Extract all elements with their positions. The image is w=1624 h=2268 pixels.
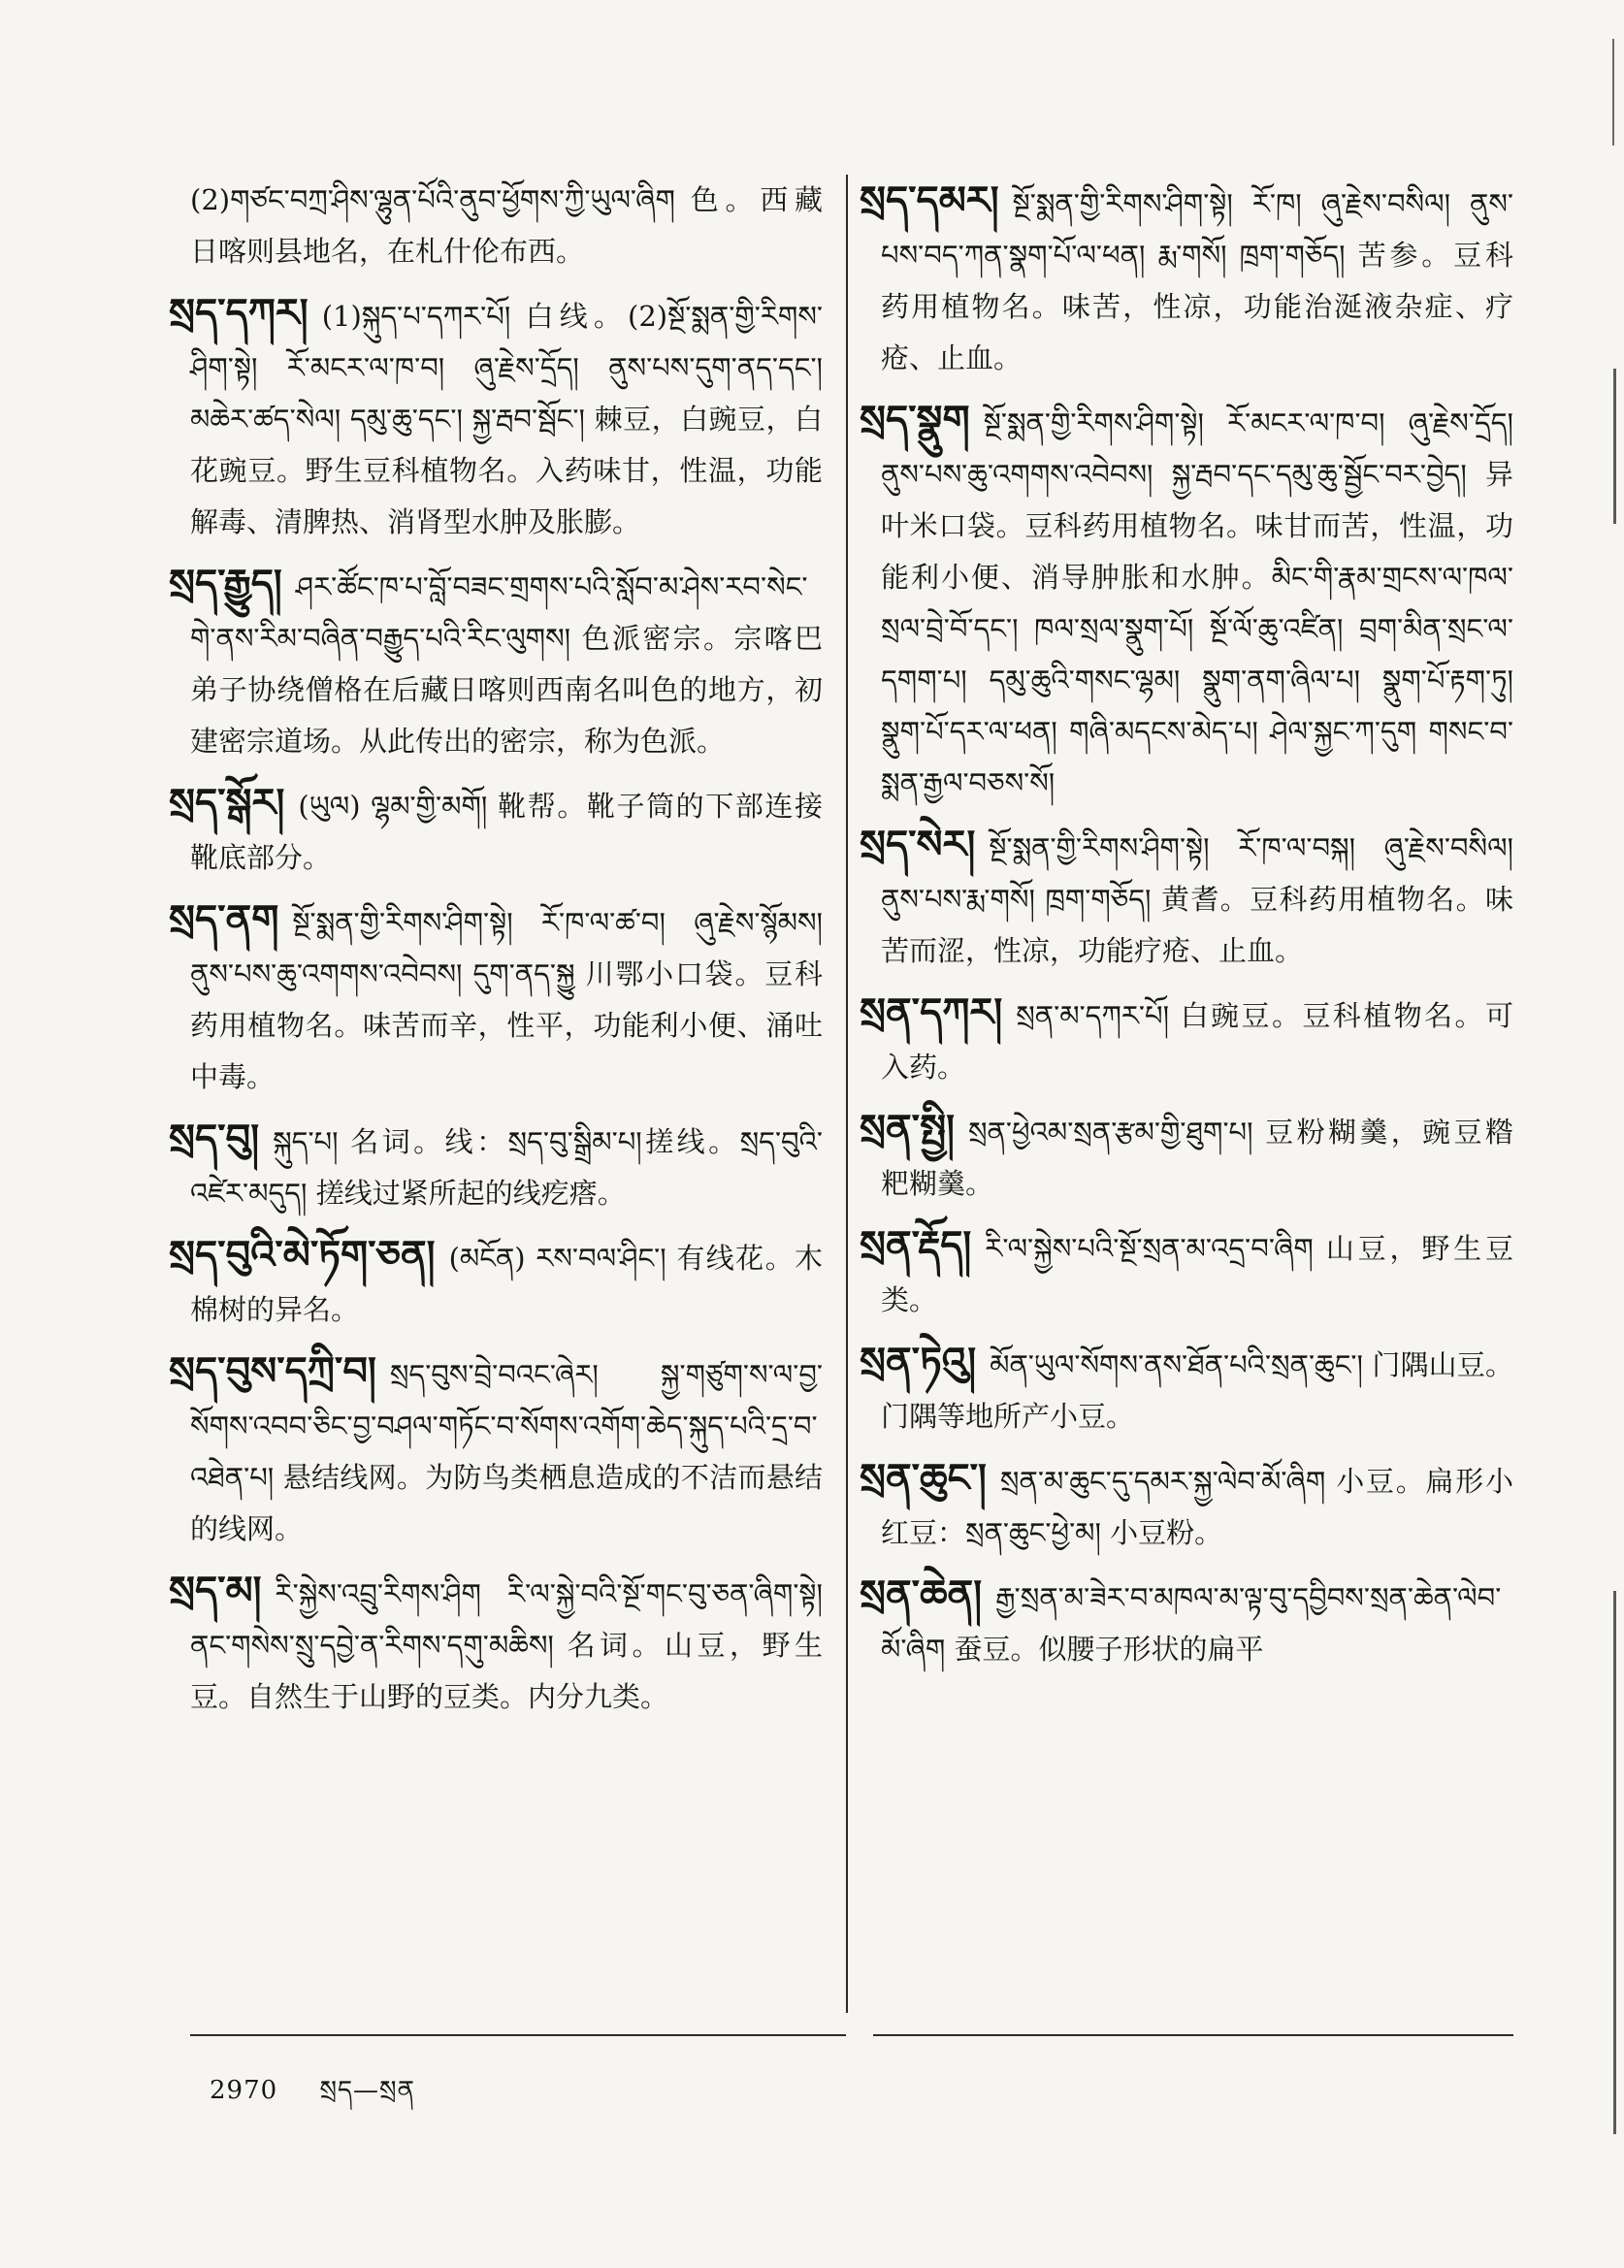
entry-headword: སྲན་ཏེའུ།	[860, 1339, 977, 1384]
entry-headword: སྲན་ཆུང་།	[860, 1455, 987, 1501]
entry-body	[860, 819, 1513, 977]
entry-headword: སྲད་ནག	[169, 896, 279, 942]
entry-headword: སྲད་སྣུག	[860, 397, 970, 442]
page-number: 2970	[210, 2076, 278, 2105]
entry-headword: སྲན་རྡོད།	[860, 1222, 972, 1268]
dictionary-entry	[169, 777, 823, 884]
dictionary-entry	[169, 558, 823, 767]
entry-body	[860, 1569, 1513, 1675]
left-column	[169, 175, 823, 1733]
entry-definition: སྲན་མ་ཆུང་དུ་དམར་སྐྱ་ལེབ་མོ་ཞིག 小豆。扁形小红豆：སྲན་ཆུང་ཕྱེ་མ། 小豆粉。	[881, 1465, 1513, 1549]
scan-edge-mark	[1601, 39, 1614, 146]
dictionary-entry	[169, 1229, 823, 1336]
dictionary-entry	[169, 1345, 823, 1555]
entry-definition: (1)སྐུད་པ་དཀར་པོ། 白线。(2)སྔོ་སྨན་གྱི་རིགས་ཤིག་སྟེ། རོ་མངར་ལ་ཁ་བ། ཞུ་རྗེས་དྲོད། ནུས་པས་དུག་ནད་དང་། མཆེར་ཚད་སེལ། དམུ་ཆུ་དང་། སྐྱ་རྦབ་སྦོང་། 棘豆，白豌豆，白花豌豆。野生豆科植物名。入药味甘，性温，功能解毒、清脾热、消肾型水肿及胀膨。	[190, 300, 823, 538]
entry-definition: སྲད་བུས་བྲེ་བའང་ཞེར། སྐྱ་གཙུག་ས་ལ་བྱ་སོགས་འབབ་ཅིང་བྱ་བཤལ་གཏོང་བ་སོགས་འགོག་ཆེད་སྐུད་པའི་དྲ་བ་འཐེན་པ། 悬结线网。为防鸟类栖息造成的不洁而悬结的线网。	[190, 1358, 823, 1545]
entry-definition: (ཡུལ) ལྷམ་གྱི་མགོ། 靴帮。靴子筒的下部连接靴底部分。	[190, 790, 823, 874]
entry-body	[860, 175, 1513, 384]
entry-headword: སྲད་བུའི་མེ་ཏོག་ཅན།	[169, 1232, 436, 1278]
entry-body	[860, 1336, 1513, 1442]
entry-definition: རི་ལ་སྐྱེས་པའི་སྔོ་སྲན་མ་འདྲ་བ་ཞིག 山豆，野生豆类。	[881, 1232, 1513, 1316]
entry-body	[860, 1219, 1513, 1326]
entry-body	[169, 777, 823, 884]
right-column	[860, 175, 1513, 1685]
entry-headword: སྲད་སེར།	[860, 822, 976, 867]
entry-body	[190, 175, 823, 277]
entry-body	[169, 1565, 823, 1723]
entry-body	[169, 1345, 823, 1555]
entry-headword: སྲད་སྒོར།	[169, 780, 285, 826]
entry-body	[169, 558, 823, 767]
entry-headword: སྲད་དམར།	[860, 178, 999, 223]
guide-words: སྲད—སྲན	[319, 2076, 415, 2105]
entry-body	[860, 1452, 1513, 1559]
footer-rule	[190, 2034, 846, 2036]
dictionary-entry	[860, 819, 1513, 977]
dictionary-entry	[860, 1219, 1513, 1326]
scan-edge-shadow	[1613, 1591, 1616, 2134]
entry-body	[169, 1229, 823, 1336]
dictionary-entry	[860, 175, 1513, 384]
dictionary-entry	[860, 987, 1513, 1093]
entry-headword: སྲན་དཀར།	[860, 989, 1003, 1035]
entry-headword: སྲན་ཆེན།	[860, 1571, 983, 1617]
footer-rule	[873, 2034, 1513, 2036]
column-divider	[846, 175, 848, 2013]
dictionary-entry	[860, 1452, 1513, 1559]
entry-definition: རི་སྐྱེས་འབྲུ་རིགས་ཤིག རི་ལ་སྐྱེ་བའི་སྔོ་གང་བུ་ཅན་ཞིག་སྟེ། ནང་གསེས་སྲུ་དབྱེ་ན་རིགས་དགུ་མཆིས། 名词。山豆，野生豆。自然生于山野的豆类。内分九类。	[190, 1577, 823, 1713]
entry-definition: སྲན་ཕྱེའམ་སྲན་རྩམ་གྱི་ཐུག་པ། 豆粉糊羹，豌豆糌粑糊羹。	[881, 1116, 1513, 1200]
dictionary-entry	[169, 1113, 823, 1219]
entry-headword: སྲད་མ།	[169, 1568, 262, 1613]
dictionary-entry	[860, 394, 1513, 809]
entry-body	[860, 394, 1513, 809]
dictionary-entry	[860, 1103, 1513, 1210]
page-footer	[210, 2062, 415, 2133]
dictionary-entry	[169, 893, 823, 1103]
dictionary-entry	[860, 1569, 1513, 1675]
entry-definition: སྔོ་སྨན་གྱི་རིགས་ཤིག་སྟེ། རོ་མངར་ལ་ཁ་བ། ཞུ་རྗེས་དྲོད། ནུས་པས་ཆུ་འགགས་འབེབས། སྐྱ་རྦབ་དང་དམུ་ཆུ་སྦྱོང་བར་བྱེད། 异叶米口袋。豆科药用植物名。味甘而苦，性温，功能利小便、消导肿胀和水肿。མིང་གི་རྣམ་གྲངས་ལ་ཁལ་སྲལ་བྲེ་བོ་དང་། ཁལ་སྲལ་སྣུག་པོ། སྔོ་ལོ་ཆུ་འཛིན། བྲག་མིན་སྲང་ལ་དགག་པ། དམུ་ཆུའི་གསང་ལྷམ། སྣུག་ནག་ཞིལ་པ། སྣུག་པོ་རྟག་ཏུ། སྣུག་པོ་དར་ལ་ཕན། གཞི་མདངས་མེད་པ། ཤེལ་སྐྱང་ཀ་དུག གསང་བ་སྨན་རྒྱལ་བཅས་སོ།	[881, 406, 1513, 799]
entry-definition: རྒྱ་སྲན་མ་ཟེར་བ་མཁལ་མ་ལྟ་བུ་དབྱིབས་སྲན་ཆེན་ལེབ་མོ་ཞིག 蚕豆。似腰子形状的扁平	[881, 1581, 1502, 1666]
entry-definition: སྔོ་སྨན་གྱི་རིགས་ཤིག་སྟེ། རོ་ཁ། ཞུ་རྗེས་བསིལ། ནུས་པས་བད་ཀན་སྣག་པོ་ལ་ཕན། རྨ་གསོ། ཁྲག་གཅོད། 苦参。豆科药用植物名。味苦，性凉，功能治涎液杂症、疗疮、止血。	[881, 187, 1513, 374]
entry-definition: ཤར་ཚོང་ཁ་པ་བློ་བཟང་གྲགས་པའི་སློབ་མ་ཤེས་རབ་སེང་གེ་ནས་རིམ་བཞིན་བརྒྱུད་པའི་རིང་ལུགས། 色派密宗。宗喀巴弟子协绕僧格在后藏日喀则西南名叫色的地方，初建密宗道场。从此传出的密宗，称为色派。	[190, 570, 823, 758]
entry-body	[169, 893, 823, 1103]
entry-body	[169, 1113, 823, 1219]
entry-body	[860, 1103, 1513, 1210]
entry-definition: (2)གཙང་བཀྲ་ཤིས་ལྷུན་པོའི་ནུབ་ཕྱོགས་ཀྱི་ཡུལ་ཞིག 色。西藏日喀则县地名，在札什伦布西。	[190, 183, 823, 268]
entry-body	[860, 987, 1513, 1093]
entry-definition: སྔོ་སྨན་གྱི་རིགས་ཤིག་སྟེ། རོ་ཁ་ལ་ཚ་བ། ཞུ་རྗེས་སྙོམས། ནུས་པས་ཆུ་འགགས་འབེབས། དུག་ནད་སྐྱུ 川鄂小口袋。豆科药用植物名。味苦而辛，性平，功能利小便、涌吐中毒。	[190, 906, 823, 1093]
entry-definition: སྔོ་སྨན་གྱི་རིགས་ཤིག་སྟེ། རོ་ཁ་ལ་བསྐ། ཞུ་རྗེས་བསིལ། ནུས་པས་རྨ་གསོ། ཁྲག་གཅོད། 黄耆。豆科药用植物名。味苦而涩，性凉，功能疗疮、止血。	[881, 831, 1513, 967]
entry-definition: (མངོན) རས་བལ་ཤིང་། 有线花。木棉树的异名。	[190, 1242, 823, 1326]
dictionary-entry	[860, 1336, 1513, 1442]
entry-definition: མོན་ཡུལ་སོགས་ནས་ཐོན་པའི་སྲན་ཆུང་། 门隅山豆。门隅等地所产小豆。	[881, 1348, 1513, 1433]
entry-headword: སྲད་དཀར།	[169, 290, 309, 336]
entry-headword: སྲན་སྤྱི།	[860, 1106, 955, 1151]
entry-body	[169, 287, 823, 548]
entry-definition: སྲན་མ་དཀར་པོ། 白豌豆。豆科植物名。可入药。	[881, 999, 1513, 1084]
entry-headword: སྲད་བུས་དཀྲི་བ།	[169, 1348, 376, 1394]
entry-headword: སྲད་བུ།	[169, 1116, 260, 1161]
dictionary-entry	[190, 175, 823, 277]
entry-definition: སྐུད་པ། 名词。线：སྲད་བུ་སྒྲིམ་པ།搓线。སྲད་བུའི་འཛེར་མདུད། 搓线过紧所起的线疙瘩。	[190, 1125, 823, 1210]
scan-edge-shadow	[1613, 369, 1616, 524]
dictionary-entry	[169, 1565, 823, 1723]
entry-headword: སྲད་རྒྱུད།	[169, 561, 282, 606]
dictionary-entry	[169, 287, 823, 548]
